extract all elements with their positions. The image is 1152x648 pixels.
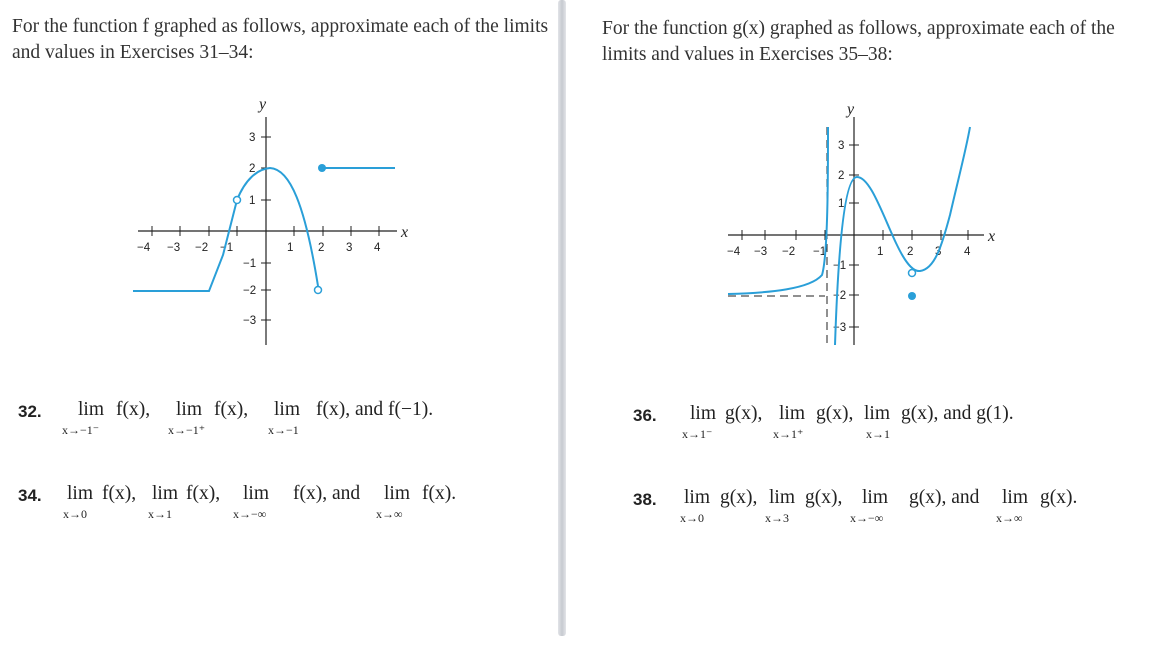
lim-expression: f(x), bbox=[214, 399, 249, 420]
lim-expression: f(x). bbox=[422, 483, 457, 504]
lim-expression: g(x), and bbox=[909, 487, 980, 508]
graph-f-curve bbox=[133, 168, 395, 291]
lim-word: lim bbox=[384, 483, 411, 504]
lim-subscript: x→1 bbox=[866, 427, 890, 441]
lim-expression: g(x), bbox=[816, 403, 854, 424]
lim-expression: f(x), and bbox=[293, 483, 361, 504]
tick-label: −2 bbox=[782, 246, 796, 258]
tick-label: −2 bbox=[243, 285, 257, 297]
f-open-dot bbox=[234, 197, 241, 204]
lim-word: lim bbox=[690, 403, 717, 424]
lim-word: lim bbox=[176, 399, 203, 420]
graph-f-axes bbox=[138, 117, 397, 345]
lim-subscript: x→∞ bbox=[996, 511, 1023, 525]
tick-label: −1 bbox=[220, 242, 234, 254]
lim-expression: g(x), bbox=[720, 487, 758, 508]
lim-subscript: x→0 bbox=[680, 511, 704, 525]
tick-label: 2 bbox=[249, 163, 256, 175]
graph-g-x-label: x bbox=[988, 228, 996, 245]
tick-label: −3 bbox=[754, 246, 768, 258]
tick-label: −2 bbox=[833, 290, 847, 302]
right-intro-text: For the function g(x) graphed as follows, approximate each of the limits and values in Exercises 35–38: bbox=[602, 18, 1115, 65]
graph-f-y-tick-labels bbox=[243, 132, 256, 327]
lim-expression: g(x), bbox=[725, 403, 763, 424]
lim-subscript: x→∞ bbox=[376, 507, 403, 521]
tick-label: 3 bbox=[838, 140, 845, 152]
tick-label: 2 bbox=[838, 170, 845, 182]
tick-label: −3 bbox=[167, 242, 181, 254]
g-right-branch bbox=[835, 127, 970, 345]
graph-g-y-label: y bbox=[847, 101, 855, 118]
lim-subscript: x→−1⁺ bbox=[168, 423, 206, 437]
exercise-number: 34. bbox=[18, 486, 42, 505]
lim-expression: f(x), and f(−1). bbox=[316, 399, 434, 420]
lim-word: lim bbox=[78, 399, 105, 420]
lim-word: lim bbox=[152, 483, 179, 504]
tick-label: 1 bbox=[838, 198, 845, 210]
tick-label: 1 bbox=[287, 242, 294, 254]
lim-subscript: x→−1⁻ bbox=[62, 423, 100, 437]
graph-g-ticks bbox=[742, 145, 968, 327]
lim-word: lim bbox=[862, 487, 889, 508]
tick-label: −2 bbox=[195, 242, 209, 254]
lim-word: lim bbox=[67, 483, 94, 504]
tick-label: −1 bbox=[243, 258, 257, 270]
lim-expression: f(x), bbox=[186, 483, 221, 504]
g-open-dot bbox=[909, 270, 916, 277]
lim-word: lim bbox=[274, 399, 301, 420]
left-intro-text: For the function f graphed as follows, approximate each of the limits and values in Exercises 31–34: bbox=[12, 16, 549, 63]
graph-g-y-tick-labels bbox=[833, 140, 846, 334]
g-closed-dot bbox=[908, 292, 916, 300]
graph-f bbox=[125, 95, 425, 355]
tick-label: 1 bbox=[877, 246, 884, 258]
lim-word: lim bbox=[684, 487, 711, 508]
lim-word: lim bbox=[1002, 487, 1029, 508]
lim-subscript: x→3 bbox=[765, 511, 789, 525]
tick-label: 3 bbox=[346, 242, 353, 254]
left-column bbox=[0, 0, 555, 648]
lim-subscript: x→1 bbox=[148, 507, 172, 521]
lim-word: lim bbox=[864, 403, 891, 424]
lim-subscript: x→−1 bbox=[268, 423, 299, 437]
lim-word: lim bbox=[779, 403, 806, 424]
lim-expression: f(x), bbox=[102, 483, 137, 504]
tick-label: −1 bbox=[833, 260, 847, 272]
exercise-number: 38. bbox=[633, 490, 657, 509]
right-column bbox=[570, 0, 1152, 648]
tick-label: −4 bbox=[137, 242, 151, 254]
tick-label: 2 bbox=[318, 242, 325, 254]
exercise-number: 36. bbox=[633, 406, 657, 425]
graph-g-x-tick-labels bbox=[727, 246, 971, 258]
lim-expression: g(x), and g(1). bbox=[901, 403, 1014, 424]
lim-subscript: x→0 bbox=[63, 507, 87, 521]
lim-subscript: x→−∞ bbox=[850, 511, 884, 525]
tick-label: −4 bbox=[727, 246, 741, 258]
lim-subscript: x→1⁻ bbox=[682, 427, 713, 441]
graph-f-x-label: x bbox=[401, 224, 409, 241]
tick-label: −3 bbox=[833, 322, 847, 334]
tick-label: 3 bbox=[249, 132, 256, 144]
lim-expression: g(x), bbox=[805, 487, 843, 508]
exercise-number: 32. bbox=[18, 402, 42, 421]
tick-label: 3 bbox=[935, 246, 942, 258]
f-closed-dot bbox=[318, 164, 326, 172]
tick-label: 4 bbox=[964, 246, 971, 258]
lim-expression: g(x). bbox=[1040, 487, 1078, 508]
f-open-dot bbox=[315, 287, 322, 294]
tick-label: −1 bbox=[813, 246, 827, 258]
lim-word: lim bbox=[769, 487, 796, 508]
graph-g bbox=[720, 95, 1020, 355]
g-left-branch bbox=[728, 127, 828, 294]
lim-subscript: x→1⁺ bbox=[773, 427, 804, 441]
graph-f-y-label: y bbox=[259, 96, 267, 113]
column-divider bbox=[558, 0, 566, 636]
lim-word: lim bbox=[243, 483, 270, 504]
lim-subscript: x→−∞ bbox=[233, 507, 267, 521]
graph-g-curve bbox=[728, 127, 970, 345]
tick-label: 4 bbox=[374, 242, 381, 254]
lim-expression: f(x), bbox=[116, 399, 151, 420]
graph-f-x-tick-labels bbox=[137, 242, 381, 254]
tick-label: 2 bbox=[907, 246, 914, 258]
tick-label: 1 bbox=[249, 195, 256, 207]
tick-label: −3 bbox=[243, 315, 257, 327]
